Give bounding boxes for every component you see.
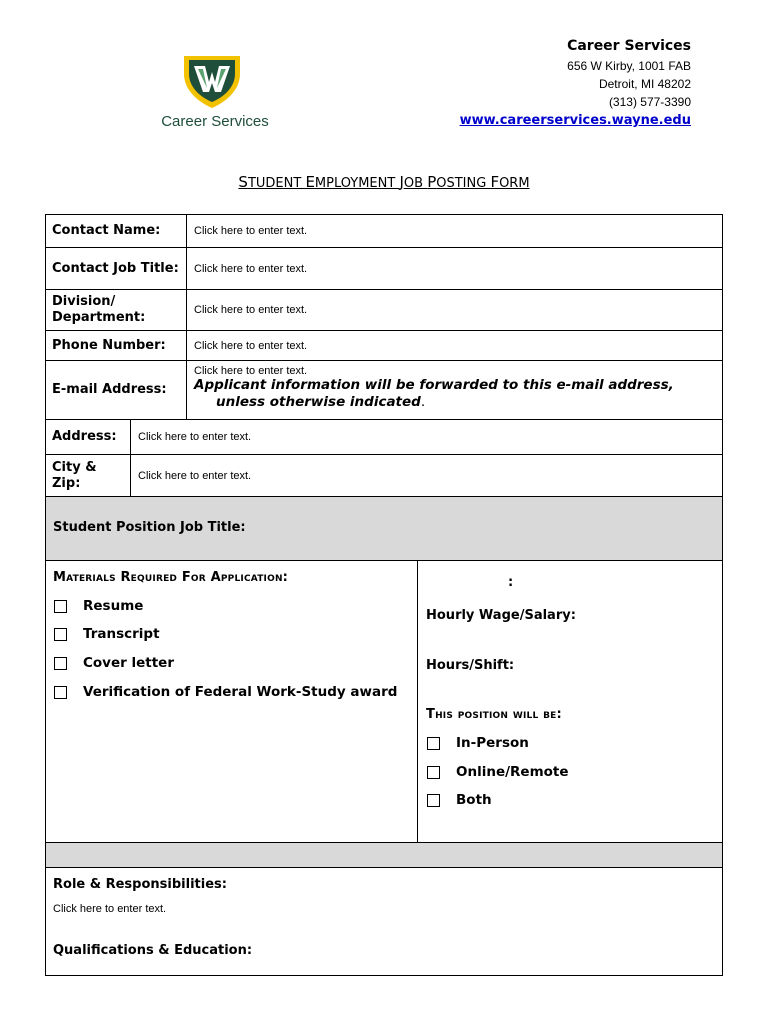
email-note-line-2: unless otherwise indicated <box>216 394 421 410</box>
hours-label: Hours/Shift: <box>426 658 515 673</box>
transcript-label: Transcript <box>83 626 160 642</box>
title-part: MPLOYMENT <box>314 176 400 191</box>
wage-label: Hourly Wage/Salary: <box>426 608 576 623</box>
position-title-section <box>45 496 723 561</box>
colon-mark: : <box>508 575 514 590</box>
materials-column <box>46 561 418 842</box>
address-label: Address: <box>46 420 131 454</box>
in-person-label: In-Person <box>456 735 529 751</box>
title-part: S <box>238 173 248 191</box>
city-zip-row <box>46 455 722 496</box>
checkbox-icon[interactable] <box>54 657 67 670</box>
contact-name-field[interactable]: Click here to enter text. <box>194 225 308 237</box>
title-part: E <box>305 173 315 191</box>
phone-label: Phone Number: <box>46 331 187 360</box>
checkbox-icon[interactable] <box>54 600 67 613</box>
resume-label: Resume <box>83 598 144 614</box>
contact-job-title-field[interactable]: Click here to enter text. <box>194 262 308 275</box>
materials-details-section <box>45 560 723 843</box>
phone-field[interactable]: Click here to enter text. <box>194 339 308 352</box>
transcript-option[interactable] <box>54 626 160 642</box>
title-part: J <box>399 173 404 191</box>
contact-job-title-label: Contact Job Title: <box>46 248 187 289</box>
online-remote-option[interactable] <box>427 764 569 780</box>
contact-table <box>45 214 723 497</box>
division-label: Division/ Department: <box>46 290 187 330</box>
both-option[interactable] <box>427 792 492 808</box>
in-person-option[interactable] <box>427 735 529 751</box>
career-services-logo <box>140 50 290 140</box>
org-name: Career Services <box>567 38 691 54</box>
email-field[interactable]: Click here to enter text. <box>194 365 308 377</box>
title-part: ORM <box>499 176 530 191</box>
online-remote-label: Online/Remote <box>456 764 569 780</box>
job-title-label: Student Position Job Title: <box>53 520 246 535</box>
cover-letter-option[interactable] <box>54 655 174 671</box>
gray-divider-bar <box>45 842 723 868</box>
form-title <box>0 173 768 191</box>
address-field[interactable]: Click here to enter text. <box>138 431 252 443</box>
contact-name-row <box>46 215 722 248</box>
address-line-1: 656 W Kirby, 1001 FAB <box>567 59 691 73</box>
email-note-line-1: Applicant information will be forwarded to this e-mail address, <box>194 377 674 393</box>
email-cell <box>187 361 722 419</box>
website-link[interactable]: www.careerservices.wayne.edu <box>459 113 691 128</box>
address-line-2: Detroit, MI 48202 <box>598 77 691 91</box>
checkbox-icon[interactable] <box>427 766 440 779</box>
phone-number: (313) 577-3390 <box>608 95 691 109</box>
city-zip-label: City & Zip: <box>46 455 131 496</box>
description-section <box>45 867 723 976</box>
checkbox-icon[interactable] <box>427 794 440 807</box>
checkbox-icon[interactable] <box>54 628 67 641</box>
division-field[interactable]: Click here to enter text. <box>194 304 308 316</box>
title-part: F <box>490 173 500 191</box>
city-zip-field[interactable]: Click here to enter text. <box>138 469 252 482</box>
phone-row <box>46 331 722 361</box>
email-row <box>46 361 722 420</box>
title-part: OSTING <box>436 176 491 191</box>
logo-caption: Career Services <box>161 113 269 130</box>
division-row <box>46 290 722 331</box>
checkbox-icon[interactable] <box>427 737 440 750</box>
address-row <box>46 420 722 455</box>
roles-field[interactable]: Click here to enter text. <box>53 903 167 915</box>
contact-job-title-row <box>46 248 722 290</box>
resume-option[interactable] <box>54 598 143 614</box>
email-label: E-mail Address: <box>46 361 187 419</box>
email-note: Applicant information will be forwarded to this e-mail address, unless otherwise indicated. <box>194 377 674 410</box>
work-study-label: Verification of Federal Work-Study award <box>83 684 398 700</box>
title-part: OB <box>403 176 428 191</box>
title-part: TUDENT <box>247 176 306 191</box>
title-part: P <box>427 173 437 191</box>
materials-heading: Materials Required For Application: <box>53 570 289 585</box>
checkbox-icon[interactable] <box>54 686 67 699</box>
roles-label: Role & Responsibilities: <box>53 877 227 892</box>
contact-name-label: Contact Name: <box>46 215 187 247</box>
organization-block <box>391 38 691 129</box>
details-column <box>418 561 722 842</box>
position-mode-heading: This position will be: <box>426 707 562 722</box>
cover-letter-label: Cover letter <box>83 655 174 671</box>
wayne-shield-icon <box>180 52 244 110</box>
qualifications-label: Qualifications & Education: <box>53 943 253 958</box>
both-label: Both <box>456 792 492 808</box>
work-study-option[interactable] <box>54 684 397 700</box>
